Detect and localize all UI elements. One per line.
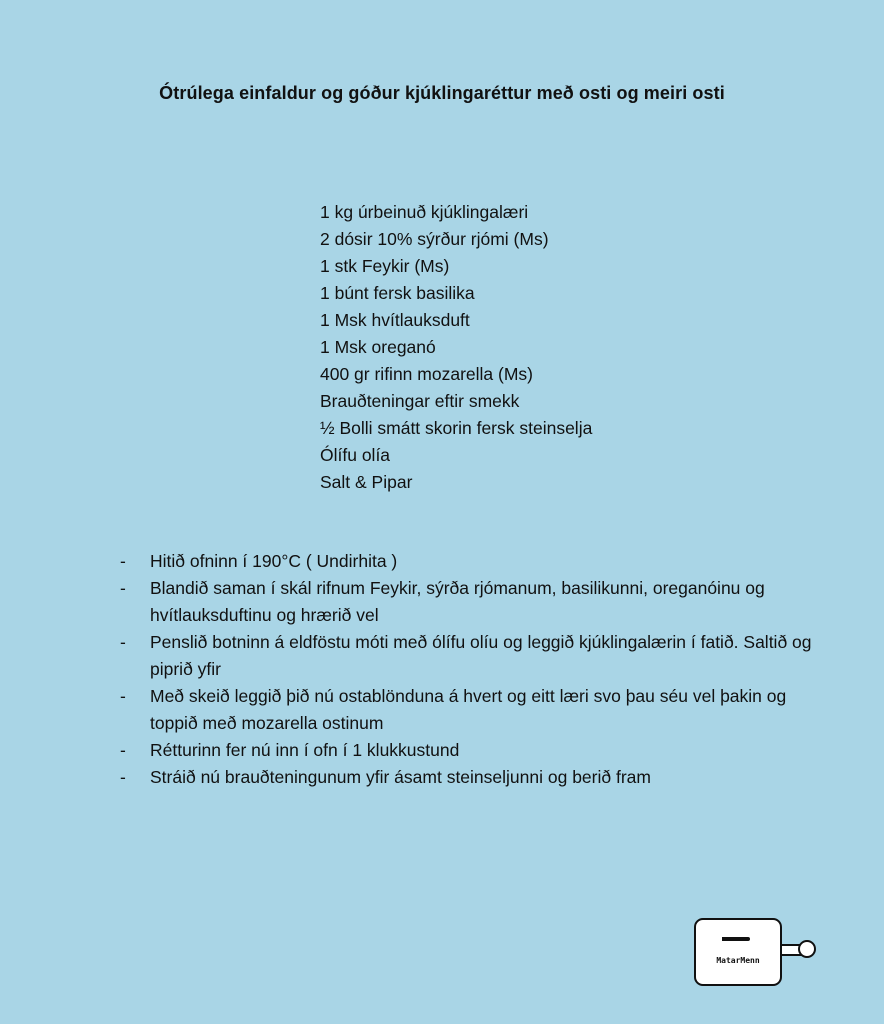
instruction-step [120, 764, 820, 791]
bullet-dash: - [120, 578, 126, 598]
bullet-dash: - [120, 686, 126, 706]
bullet-dash: - [120, 767, 126, 787]
ingredient-item: Ólífu olía [320, 445, 391, 465]
board-ring [798, 940, 816, 958]
instruction-text: Stráið nú brauðteningunum yfir ásamt steinseljunni og berið fram [150, 767, 651, 787]
ingredient-item: Salt & Pipar [320, 472, 413, 492]
bullet-dash: - [120, 632, 126, 652]
ingredients-list [320, 199, 592, 496]
matarmenn-logo [694, 918, 820, 986]
instruction-step [120, 683, 820, 737]
instruction-step [120, 737, 820, 764]
bullet-dash: - [120, 551, 126, 571]
recipe-title: Ótrúlega einfaldur og góður kjúklingaréttur með osti og meiri osti [159, 83, 725, 103]
instruction-text: Penslið botninn á eldföstu móti með ólífu olíu og leggið kjúklingalærin í fatið. Saltið og piprið yfir [150, 632, 812, 679]
instruction-step [120, 575, 820, 629]
ingredient-item: 1 kg úrbeinuð kjúklingalæri [320, 202, 529, 222]
instruction-text: Hitið ofninn í 190°C ( Undirhita ) [150, 551, 398, 571]
ingredient-item: Brauðteningar eftir smekk [320, 391, 520, 411]
ingredient-item: ½ Bolli smátt skorin fersk steinselja [320, 418, 593, 438]
instruction-step [120, 629, 820, 683]
ingredient-item: 1 Msk hvítlauksduft [320, 310, 470, 330]
ingredient-item: 1 Msk oreganó [320, 337, 436, 357]
ingredient-item: 1 búnt fersk basilika [320, 283, 475, 303]
ingredient-item: 1 stk Feykir (Ms) [320, 256, 450, 276]
ingredient-item: 2 dósir 10% sýrður rjómi (Ms) [320, 229, 549, 249]
instruction-text: Blandið saman í skál rifnum Feykir, sýrða rjómanum, basilikunni, oreganóinu og hvítlauksduftinu og hrærið vel [150, 578, 765, 625]
bullet-dash: - [120, 740, 126, 760]
logo-text: MatarMenn [716, 956, 760, 965]
instructions-list [120, 548, 820, 791]
cutting-board-icon [694, 918, 782, 986]
instruction-text: Með skeið leggið þið nú ostablönduna á hvert og eitt læri svo þau séu vel þakin og toppið með mozarella ostinum [150, 686, 787, 733]
instruction-step [120, 548, 820, 575]
knife-icon [722, 937, 750, 941]
ingredient-item: 400 gr rifinn mozarella (Ms) [320, 364, 533, 384]
instruction-text: Rétturinn fer nú inn í ofn í 1 klukkustund [150, 740, 460, 760]
